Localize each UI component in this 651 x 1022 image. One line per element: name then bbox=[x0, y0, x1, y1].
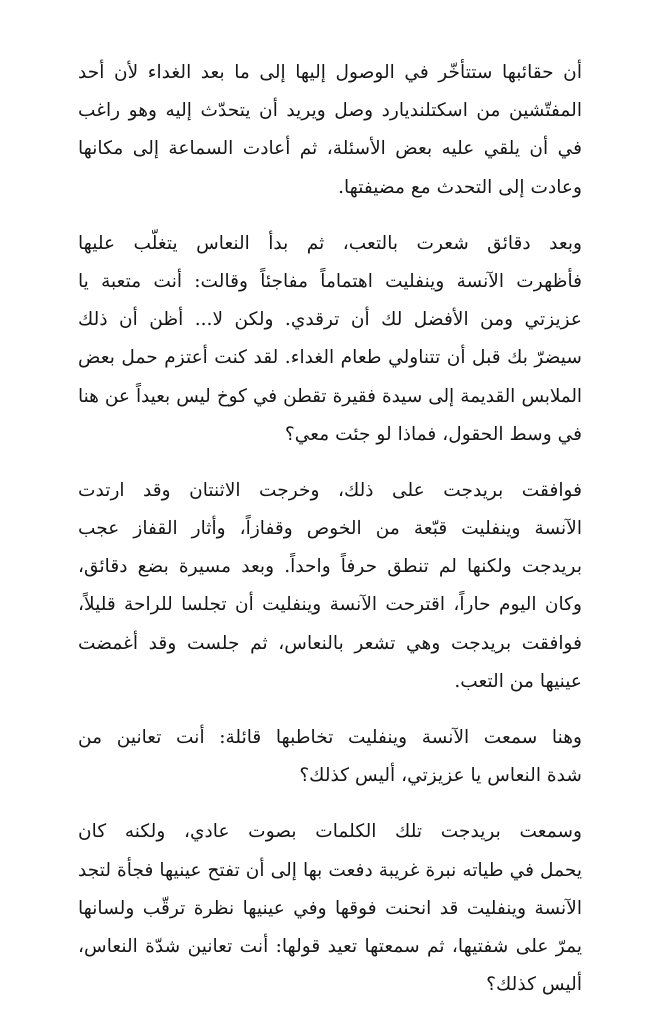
text-line: سيضرّ بك قبل أن تتناولي طعام الغداء. لقد كنت أعتزم حمل بعض bbox=[78, 347, 582, 369]
page-text bbox=[78, 54, 582, 1022]
text-line: فوافقت بريدجت وهي تشعر بالنعاس، ثم جلست وقد أغمضت bbox=[78, 632, 582, 654]
text-line: يمرّ على شفتيها، ثم سمعتها تعيد قولها: أنت تعانين شدّة النعاس، bbox=[78, 935, 582, 957]
paragraph bbox=[78, 54, 582, 207]
text-line: المفتّشين من اسكتلنديارد وصل ويريد أن يتحدّث إليه وهو راغب bbox=[78, 100, 582, 122]
text-line: الآنسة وينفليت قد انحنت فوقها وفي عينيها نظرة ترقّب ولسانها bbox=[78, 897, 582, 919]
text-line: وبعد دقائق شعرت بالتعب، ثم بدأ النعاس يتغلّب عليها bbox=[78, 232, 582, 254]
text-line: في وسط الحقول، فماذا لو جئت معي؟ bbox=[284, 423, 582, 445]
paragraph bbox=[78, 472, 582, 701]
text-line: وسمعت بريدجت تلك الكلمات بصوت عادي، ولكنه كان bbox=[78, 821, 582, 843]
paragraph bbox=[78, 813, 582, 1004]
text-line: أليس كذلك؟ bbox=[486, 974, 582, 996]
paragraph bbox=[78, 225, 582, 454]
text-line: فأظهرت الآنسة وينفليت اهتماماً مفاجئاً وقالت: أنت متعبة يا bbox=[78, 270, 582, 292]
text-line: الملابس القديمة إلى سيدة فقيرة تقطن في كوخ ليس بعيداً عن هنا bbox=[78, 385, 582, 407]
text-line: عينيها من التعب. bbox=[454, 670, 582, 692]
text-line: الآنسة وينفليت قبّعة من الخوص وقفازاً، وأثار القفاز عجب bbox=[78, 518, 582, 540]
text-line: وكان اليوم حاراً، اقترحت الآنسة وينفليت أن تجلسا للراحة قليلاً، bbox=[78, 594, 582, 616]
text-line: عزيزتي ومن الأفضل لك أن ترقدي. ولكن لا... أظن أن ذلك bbox=[78, 309, 582, 331]
text-line: وعادت إلى التحدث مع مضيفتها. bbox=[338, 176, 582, 198]
text-line: يحمل في طياته نبرة غريبة دفعت بها إلى أن تفتح عينيها فجأة لتجد bbox=[78, 859, 582, 881]
paragraph bbox=[78, 719, 582, 795]
text-line: شدة النعاس يا عزيزتي، أليس كذلك؟ bbox=[299, 765, 582, 787]
text-line: وهنا سمعت الآنسة وينفليت تخاطبها قائلة: أنت تعانين من bbox=[78, 727, 582, 748]
text-line: أن حقائبها ستتأخّر في الوصول إليها إلى ما بعد الغداء لأن أحد bbox=[78, 62, 582, 83]
text-line: في أن يلقي عليه بعض الأسئلة، ثم أعادت السماعة إلى مكانها bbox=[78, 138, 582, 160]
text-line: فوافقت بريدجت على ذلك، وخرجت الاثنتان وقد ارتدت bbox=[78, 479, 582, 501]
text-line: بريدجت ولكنها لم تنطق حرفاً واحداً. وبعد مسيرة بضع دقائق، bbox=[78, 556, 582, 578]
